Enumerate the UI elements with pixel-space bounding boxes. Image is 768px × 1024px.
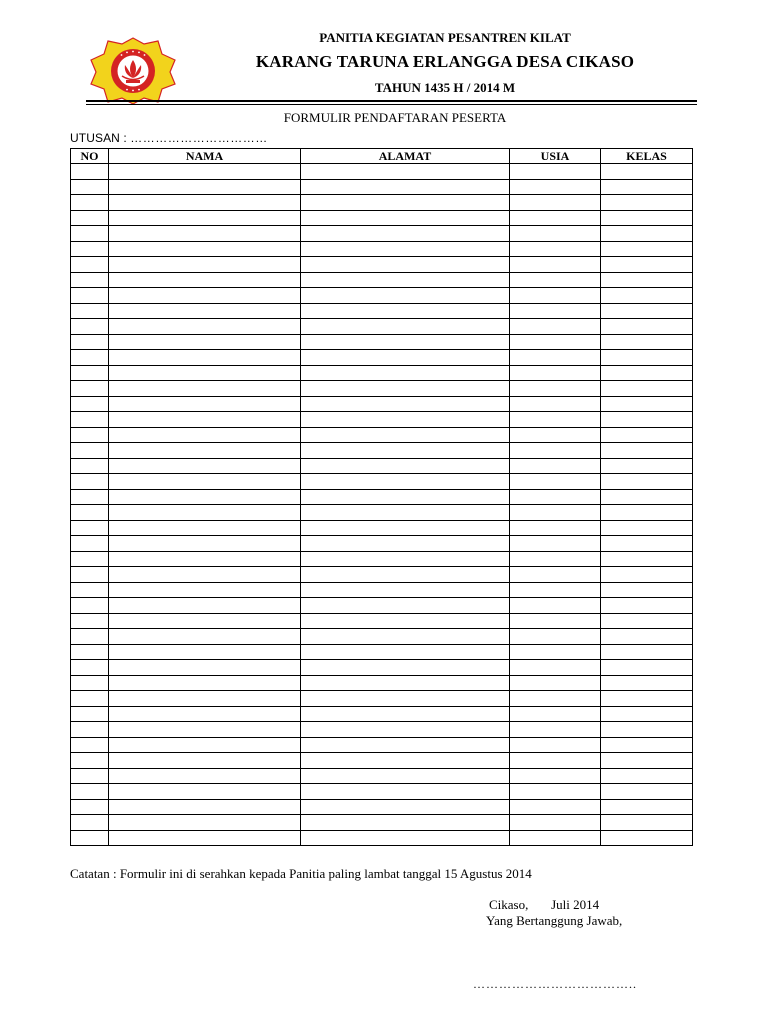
nama-cell[interactable] xyxy=(109,660,301,676)
no-cell[interactable] xyxy=(71,474,109,490)
no-cell[interactable] xyxy=(71,598,109,614)
alamat-cell[interactable] xyxy=(301,675,510,691)
nama-cell[interactable] xyxy=(109,303,301,319)
usia-cell[interactable] xyxy=(510,830,601,846)
nama-cell[interactable] xyxy=(109,458,301,474)
kelas-cell[interactable] xyxy=(601,505,693,521)
kelas-cell[interactable] xyxy=(601,706,693,722)
alamat-cell[interactable] xyxy=(301,474,510,490)
kelas-cell[interactable] xyxy=(601,753,693,769)
table-row xyxy=(71,195,693,211)
alamat-cell[interactable] xyxy=(301,226,510,242)
table-row xyxy=(71,412,693,428)
usia-cell[interactable] xyxy=(510,427,601,443)
alamat-cell[interactable] xyxy=(301,272,510,288)
note-text: Catatan : Formulir ini di serahkan kepada Panitia paling lambat tanggal 15 Agustus 2014 xyxy=(70,866,532,881)
kelas-cell[interactable] xyxy=(601,195,693,211)
alamat-cell[interactable] xyxy=(301,396,510,412)
usia-cell[interactable] xyxy=(510,582,601,598)
table-row xyxy=(71,784,693,800)
kelas-cell[interactable] xyxy=(601,303,693,319)
usia-cell[interactable] xyxy=(510,474,601,490)
alamat-cell[interactable] xyxy=(301,830,510,846)
kelas-cell[interactable] xyxy=(601,350,693,366)
no-cell[interactable] xyxy=(71,489,109,505)
table-row xyxy=(71,505,693,521)
kelas-cell[interactable] xyxy=(601,257,693,273)
table-row xyxy=(71,582,693,598)
kelas-cell[interactable] xyxy=(601,489,693,505)
usia-cell[interactable] xyxy=(510,443,601,459)
usia-cell[interactable] xyxy=(510,598,601,614)
usia-cell[interactable] xyxy=(510,319,601,335)
no-cell[interactable] xyxy=(71,412,109,428)
alamat-cell[interactable] xyxy=(301,722,510,738)
alamat-cell[interactable] xyxy=(301,691,510,707)
table-row xyxy=(71,567,693,583)
kelas-cell[interactable] xyxy=(601,567,693,583)
utusan-label: UTUSAN xyxy=(70,131,120,145)
utusan-blank[interactable]: …………………………… xyxy=(130,131,268,145)
no-cell[interactable] xyxy=(71,613,109,629)
alamat-cell[interactable] xyxy=(301,303,510,319)
usia-cell[interactable] xyxy=(510,629,601,645)
kelas-cell[interactable] xyxy=(601,427,693,443)
nama-cell[interactable] xyxy=(109,210,301,226)
usia-cell[interactable] xyxy=(510,660,601,676)
kelas-cell[interactable] xyxy=(601,629,693,645)
usia-cell[interactable] xyxy=(510,691,601,707)
no-cell[interactable] xyxy=(71,536,109,552)
no-cell[interactable] xyxy=(71,644,109,660)
alamat-cell[interactable] xyxy=(301,412,510,428)
table-row xyxy=(71,489,693,505)
alamat-cell[interactable] xyxy=(301,365,510,381)
nama-cell[interactable] xyxy=(109,706,301,722)
table-row xyxy=(71,613,693,629)
alamat-cell[interactable] xyxy=(301,753,510,769)
no-cell[interactable] xyxy=(71,505,109,521)
nama-cell[interactable] xyxy=(109,257,301,273)
utusan-field[interactable] xyxy=(70,131,268,145)
nama-cell[interactable] xyxy=(109,629,301,645)
alamat-cell[interactable] xyxy=(301,520,510,536)
no-cell[interactable] xyxy=(71,195,109,211)
alamat-cell[interactable] xyxy=(301,195,510,211)
kelas-cell[interactable] xyxy=(601,815,693,831)
kelas-cell[interactable] xyxy=(601,365,693,381)
table-row xyxy=(71,799,693,815)
table-row xyxy=(71,241,693,257)
nama-cell[interactable] xyxy=(109,691,301,707)
no-cell[interactable] xyxy=(71,288,109,304)
table-row xyxy=(71,722,693,738)
nama-cell[interactable] xyxy=(109,830,301,846)
no-cell[interactable] xyxy=(71,179,109,195)
table-row xyxy=(71,257,693,273)
kelas-cell[interactable] xyxy=(601,551,693,567)
alamat-cell[interactable] xyxy=(301,536,510,552)
alamat-cell[interactable] xyxy=(301,598,510,614)
table-body xyxy=(71,164,693,846)
usia-cell[interactable] xyxy=(510,288,601,304)
usia-cell[interactable] xyxy=(510,458,601,474)
table-row xyxy=(71,381,693,397)
column-header-alamat: ALAMAT xyxy=(301,149,510,164)
table-row xyxy=(71,334,693,350)
year-title: TAHUN 1435 H / 2014 M xyxy=(374,80,516,95)
kelas-cell[interactable] xyxy=(601,536,693,552)
usia-cell[interactable] xyxy=(510,675,601,691)
usia-cell[interactable] xyxy=(510,272,601,288)
alamat-cell[interactable] xyxy=(301,613,510,629)
table-header-row xyxy=(71,149,693,164)
no-cell[interactable] xyxy=(71,737,109,753)
usia-cell[interactable] xyxy=(510,737,601,753)
kelas-cell[interactable] xyxy=(601,179,693,195)
usia-cell[interactable] xyxy=(510,753,601,769)
nama-cell[interactable] xyxy=(109,195,301,211)
no-cell[interactable] xyxy=(71,582,109,598)
no-cell[interactable] xyxy=(71,722,109,738)
table-row xyxy=(71,396,693,412)
no-cell[interactable] xyxy=(71,427,109,443)
nama-cell[interactable] xyxy=(109,241,301,257)
nama-cell[interactable] xyxy=(109,226,301,242)
nama-cell[interactable] xyxy=(109,272,301,288)
table-row xyxy=(71,536,693,552)
table-row xyxy=(71,210,693,226)
column-header-nama: NAMA xyxy=(109,149,301,164)
nama-cell[interactable] xyxy=(109,768,301,784)
kelas-cell[interactable] xyxy=(601,226,693,242)
usia-cell[interactable] xyxy=(510,334,601,350)
kelas-cell[interactable] xyxy=(601,799,693,815)
usia-cell[interactable] xyxy=(510,815,601,831)
nama-cell[interactable] xyxy=(109,722,301,738)
usia-cell[interactable] xyxy=(510,241,601,257)
no-cell[interactable] xyxy=(71,164,109,180)
header-rule-thin xyxy=(86,104,697,105)
no-cell[interactable] xyxy=(71,675,109,691)
table-row xyxy=(71,226,693,242)
kelas-cell[interactable] xyxy=(601,675,693,691)
nama-cell[interactable] xyxy=(109,815,301,831)
table-row xyxy=(71,427,693,443)
alamat-cell[interactable] xyxy=(301,551,510,567)
alamat-cell[interactable] xyxy=(301,706,510,722)
committee-title: PANITIA KEGIATAN PESANTREN KILAT xyxy=(319,30,571,45)
kelas-cell[interactable] xyxy=(601,319,693,335)
kelas-cell[interactable] xyxy=(601,241,693,257)
nama-cell[interactable] xyxy=(109,319,301,335)
alamat-cell[interactable] xyxy=(301,210,510,226)
usia-cell[interactable] xyxy=(510,784,601,800)
no-cell[interactable] xyxy=(71,210,109,226)
no-cell[interactable] xyxy=(71,334,109,350)
table-row xyxy=(71,551,693,567)
usia-cell[interactable] xyxy=(510,768,601,784)
table-row xyxy=(71,272,693,288)
nama-cell[interactable] xyxy=(109,582,301,598)
no-cell[interactable] xyxy=(71,784,109,800)
nama-cell[interactable] xyxy=(109,179,301,195)
alamat-cell[interactable] xyxy=(301,582,510,598)
alamat-cell[interactable] xyxy=(301,288,510,304)
alamat-cell[interactable] xyxy=(301,505,510,521)
alamat-cell[interactable] xyxy=(301,164,510,180)
kelas-cell[interactable] xyxy=(601,784,693,800)
usia-cell[interactable] xyxy=(510,706,601,722)
utusan-separator: : xyxy=(119,131,131,145)
nama-cell[interactable] xyxy=(109,520,301,536)
nama-cell[interactable] xyxy=(109,567,301,583)
nama-cell[interactable] xyxy=(109,598,301,614)
nama-cell[interactable] xyxy=(109,536,301,552)
kelas-cell[interactable] xyxy=(601,598,693,614)
nama-cell[interactable] xyxy=(109,365,301,381)
table-row xyxy=(71,737,693,753)
table-row xyxy=(71,768,693,784)
alamat-cell[interactable] xyxy=(301,644,510,660)
nama-cell[interactable] xyxy=(109,350,301,366)
no-cell[interactable] xyxy=(71,458,109,474)
nama-cell[interactable] xyxy=(109,381,301,397)
table-row xyxy=(71,691,693,707)
responsible-text: Yang Bertanggung Jawab, xyxy=(486,913,623,928)
kelas-cell[interactable] xyxy=(601,830,693,846)
table-row xyxy=(71,164,693,180)
table-row xyxy=(71,365,693,381)
no-cell[interactable] xyxy=(71,815,109,831)
nama-cell[interactable] xyxy=(109,784,301,800)
kelas-cell[interactable] xyxy=(601,660,693,676)
no-cell[interactable] xyxy=(71,303,109,319)
no-cell[interactable] xyxy=(71,753,109,769)
alamat-cell[interactable] xyxy=(301,257,510,273)
usia-cell[interactable] xyxy=(510,613,601,629)
usia-cell[interactable] xyxy=(510,164,601,180)
nama-cell[interactable] xyxy=(109,412,301,428)
no-cell[interactable] xyxy=(71,365,109,381)
nama-cell[interactable] xyxy=(109,164,301,180)
usia-cell[interactable] xyxy=(510,381,601,397)
usia-cell[interactable] xyxy=(510,210,601,226)
alamat-cell[interactable] xyxy=(301,319,510,335)
table-row xyxy=(71,303,693,319)
no-cell[interactable] xyxy=(71,629,109,645)
kelas-cell[interactable] xyxy=(601,412,693,428)
no-cell[interactable] xyxy=(71,520,109,536)
table-row xyxy=(71,706,693,722)
table-row xyxy=(71,179,693,195)
table-row xyxy=(71,288,693,304)
form-title: FORMULIR PENDAFTARAN PESERTA xyxy=(283,110,507,125)
usia-cell[interactable] xyxy=(510,722,601,738)
no-cell[interactable] xyxy=(71,226,109,242)
no-cell[interactable] xyxy=(71,799,109,815)
nama-cell[interactable] xyxy=(109,474,301,490)
table-row xyxy=(71,660,693,676)
usia-cell[interactable] xyxy=(510,489,601,505)
no-cell[interactable] xyxy=(71,768,109,784)
no-cell[interactable] xyxy=(71,551,109,567)
alamat-cell[interactable] xyxy=(301,427,510,443)
no-cell[interactable] xyxy=(71,443,109,459)
alamat-cell[interactable] xyxy=(301,815,510,831)
no-cell[interactable] xyxy=(71,319,109,335)
kelas-cell[interactable] xyxy=(601,768,693,784)
table-row xyxy=(71,815,693,831)
usia-cell[interactable] xyxy=(510,536,601,552)
alamat-cell[interactable] xyxy=(301,768,510,784)
nama-cell[interactable] xyxy=(109,489,301,505)
no-cell[interactable] xyxy=(71,272,109,288)
kelas-cell[interactable] xyxy=(601,443,693,459)
header-rule-thick xyxy=(86,100,697,102)
kelas-cell[interactable] xyxy=(601,272,693,288)
table-row xyxy=(71,675,693,691)
nama-cell[interactable] xyxy=(109,753,301,769)
nama-cell[interactable] xyxy=(109,427,301,443)
kelas-cell[interactable] xyxy=(601,613,693,629)
alamat-cell[interactable] xyxy=(301,784,510,800)
alamat-cell[interactable] xyxy=(301,381,510,397)
place-date-text: Cikaso, Juli 2014 xyxy=(489,897,600,912)
kelas-cell[interactable] xyxy=(601,334,693,350)
usia-cell[interactable] xyxy=(510,365,601,381)
alamat-cell[interactable] xyxy=(301,350,510,366)
usia-cell[interactable] xyxy=(510,567,601,583)
alamat-cell[interactable] xyxy=(301,443,510,459)
nama-cell[interactable] xyxy=(109,551,301,567)
nama-cell[interactable] xyxy=(109,505,301,521)
column-header-kelas: KELAS xyxy=(601,149,693,164)
no-cell[interactable] xyxy=(71,706,109,722)
usia-cell[interactable] xyxy=(510,226,601,242)
alamat-cell[interactable] xyxy=(301,179,510,195)
kelas-cell[interactable] xyxy=(601,164,693,180)
column-header-usia: USIA xyxy=(510,149,601,164)
karang-taruna-emblem-icon xyxy=(88,36,178,106)
kelas-cell[interactable] xyxy=(601,722,693,738)
kelas-cell[interactable] xyxy=(601,288,693,304)
usia-cell[interactable] xyxy=(510,551,601,567)
alamat-cell[interactable] xyxy=(301,660,510,676)
alamat-cell[interactable] xyxy=(301,241,510,257)
kelas-cell[interactable] xyxy=(601,381,693,397)
usia-cell[interactable] xyxy=(510,396,601,412)
no-cell[interactable] xyxy=(71,350,109,366)
alamat-cell[interactable] xyxy=(301,458,510,474)
usia-cell[interactable] xyxy=(510,520,601,536)
alamat-cell[interactable] xyxy=(301,334,510,350)
nama-cell[interactable] xyxy=(109,737,301,753)
alamat-cell[interactable] xyxy=(301,567,510,583)
usia-cell[interactable] xyxy=(510,179,601,195)
usia-cell[interactable] xyxy=(510,303,601,319)
column-header-no: NO xyxy=(71,149,109,164)
table-row xyxy=(71,830,693,846)
alamat-cell[interactable] xyxy=(301,489,510,505)
no-cell[interactable] xyxy=(71,396,109,412)
no-cell[interactable] xyxy=(71,381,109,397)
table-row xyxy=(71,319,693,335)
usia-cell[interactable] xyxy=(510,505,601,521)
table-row xyxy=(71,350,693,366)
registration-table xyxy=(70,148,693,846)
kelas-cell[interactable] xyxy=(601,520,693,536)
table-row xyxy=(71,520,693,536)
nama-cell[interactable] xyxy=(109,443,301,459)
no-cell[interactable] xyxy=(71,660,109,676)
nama-cell[interactable] xyxy=(109,288,301,304)
no-cell[interactable] xyxy=(71,567,109,583)
no-cell[interactable] xyxy=(71,241,109,257)
alamat-cell[interactable] xyxy=(301,629,510,645)
nama-cell[interactable] xyxy=(109,613,301,629)
no-cell[interactable] xyxy=(71,691,109,707)
organization-title: KARANG TARUNA ERLANGGA DESA CIKASO xyxy=(255,52,635,71)
usia-cell[interactable] xyxy=(510,257,601,273)
table-row xyxy=(71,443,693,459)
nama-cell[interactable] xyxy=(109,675,301,691)
table-row xyxy=(71,598,693,614)
kelas-cell[interactable] xyxy=(601,458,693,474)
usia-cell[interactable] xyxy=(510,799,601,815)
nama-cell[interactable] xyxy=(109,799,301,815)
nama-cell[interactable] xyxy=(109,644,301,660)
usia-cell[interactable] xyxy=(510,412,601,428)
kelas-cell[interactable] xyxy=(601,474,693,490)
table-row xyxy=(71,458,693,474)
no-cell[interactable] xyxy=(71,830,109,846)
nama-cell[interactable] xyxy=(109,396,301,412)
kelas-cell[interactable] xyxy=(601,210,693,226)
usia-cell[interactable] xyxy=(510,350,601,366)
usia-cell[interactable] xyxy=(510,644,601,660)
table-row xyxy=(71,644,693,660)
usia-cell[interactable] xyxy=(510,195,601,211)
table-row xyxy=(71,474,693,490)
kelas-cell[interactable] xyxy=(601,644,693,660)
kelas-cell[interactable] xyxy=(601,582,693,598)
kelas-cell[interactable] xyxy=(601,691,693,707)
signature-line[interactable]: ……………………………….. xyxy=(473,977,637,991)
table-row xyxy=(71,629,693,645)
alamat-cell[interactable] xyxy=(301,799,510,815)
no-cell[interactable] xyxy=(71,257,109,273)
alamat-cell[interactable] xyxy=(301,737,510,753)
nama-cell[interactable] xyxy=(109,334,301,350)
table-row xyxy=(71,753,693,769)
kelas-cell[interactable] xyxy=(601,396,693,412)
kelas-cell[interactable] xyxy=(601,737,693,753)
